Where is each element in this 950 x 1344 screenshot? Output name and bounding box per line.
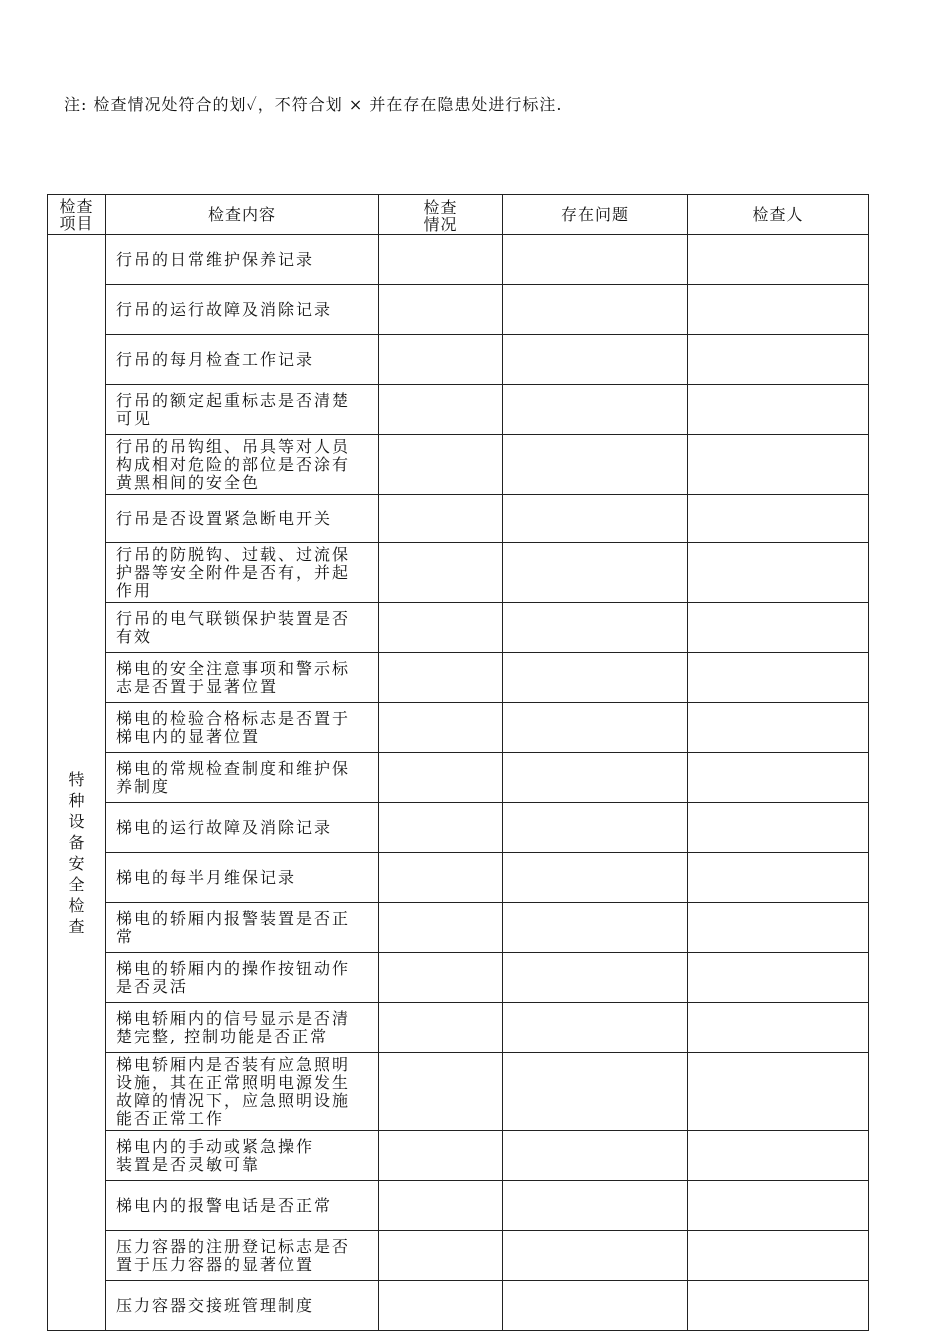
inspector-cell[interactable] xyxy=(688,495,869,543)
problem-cell[interactable] xyxy=(503,335,688,385)
problem-cell[interactable] xyxy=(503,1281,688,1331)
status-cell[interactable] xyxy=(379,285,503,335)
header-content: 检查内容 xyxy=(106,195,379,235)
status-cell[interactable] xyxy=(379,753,503,803)
header-inspector: 检查人 xyxy=(688,195,869,235)
content-cell xyxy=(106,1231,379,1281)
problem-cell[interactable] xyxy=(503,853,688,903)
problem-cell[interactable] xyxy=(503,285,688,335)
status-cell[interactable] xyxy=(379,803,503,853)
check-item-text: 行吊的防脱钩、过载、过流保 护器等安全附件是否有，并起 作用 xyxy=(116,544,351,600)
content-cell xyxy=(106,1131,379,1181)
problem-cell[interactable] xyxy=(503,653,688,703)
inspector-cell[interactable] xyxy=(688,603,869,653)
inspector-cell[interactable] xyxy=(688,803,869,853)
status-cell[interactable] xyxy=(379,235,503,285)
content-cell xyxy=(106,435,379,495)
inspector-cell[interactable] xyxy=(688,1281,869,1331)
inspector-cell[interactable] xyxy=(688,543,869,603)
table-row xyxy=(48,903,869,953)
status-cell[interactable] xyxy=(379,435,503,495)
check-item-text: 行吊的吊钩组、吊具等对人员 构成相对危险的部位是否涂有 黄黑相间的安全色 xyxy=(116,436,351,492)
content-cell xyxy=(106,543,379,603)
inspector-cell[interactable] xyxy=(688,235,869,285)
content-cell xyxy=(106,603,379,653)
table-row xyxy=(48,335,869,385)
problem-cell[interactable] xyxy=(503,495,688,543)
header-item: 检查 项目 xyxy=(48,195,106,235)
status-cell[interactable] xyxy=(379,703,503,753)
content-cell xyxy=(106,235,379,285)
content-cell xyxy=(106,1053,379,1131)
problem-cell[interactable] xyxy=(503,803,688,853)
table-row xyxy=(48,603,869,653)
content-cell xyxy=(106,1281,379,1331)
problem-cell[interactable] xyxy=(503,385,688,435)
inspector-cell[interactable] xyxy=(688,853,869,903)
inspection-note: 注: 检查情况处符合的划✓，不符合划 × 并在存在隐患处进行标注. xyxy=(64,95,563,114)
problem-cell[interactable] xyxy=(503,1131,688,1181)
table-row xyxy=(48,495,869,543)
inspector-cell[interactable] xyxy=(688,703,869,753)
status-cell[interactable] xyxy=(379,853,503,903)
inspector-cell[interactable] xyxy=(688,1131,869,1181)
status-cell[interactable] xyxy=(379,495,503,543)
status-cell[interactable] xyxy=(379,1003,503,1053)
status-cell[interactable] xyxy=(379,1053,503,1131)
inspector-cell[interactable] xyxy=(688,753,869,803)
problem-cell[interactable] xyxy=(503,603,688,653)
check-item-text: 行吊是否设置紧急断电开关 xyxy=(116,508,333,528)
check-item-text: 行吊的电气联锁保护装置是否 有效 xyxy=(116,608,351,646)
table-row xyxy=(48,385,869,435)
check-item-text: 梯电的检验合格标志是否置于 梯电内的显著位置 xyxy=(116,708,351,746)
content-cell xyxy=(106,903,379,953)
problem-cell[interactable] xyxy=(503,953,688,1003)
content-cell xyxy=(106,953,379,1003)
inspector-cell[interactable] xyxy=(688,1003,869,1053)
problem-cell[interactable] xyxy=(503,753,688,803)
category-cell xyxy=(48,235,106,1331)
content-cell xyxy=(106,753,379,803)
header-problem: 存在问题 xyxy=(503,195,688,235)
check-item-text: 梯电的运行故障及消除记录 xyxy=(116,817,333,837)
content-cell xyxy=(106,1003,379,1053)
problem-cell[interactable] xyxy=(503,1003,688,1053)
status-cell[interactable] xyxy=(379,953,503,1003)
inspector-cell[interactable] xyxy=(688,435,869,495)
problem-cell[interactable] xyxy=(503,1181,688,1231)
table-row xyxy=(48,435,869,495)
status-cell[interactable] xyxy=(379,1131,503,1181)
problem-cell[interactable] xyxy=(503,435,688,495)
inspector-cell[interactable] xyxy=(688,953,869,1003)
table-row xyxy=(48,653,869,703)
inspection-table xyxy=(47,194,869,1331)
check-item-text: 梯电内的报警电话是否正常 xyxy=(116,1195,333,1215)
problem-cell[interactable] xyxy=(503,1231,688,1281)
check-item-text: 梯电轿厢内的信号显示是否清 楚完整, 控制功能是否正常 xyxy=(116,1008,351,1046)
check-item-text: 梯电的轿厢内的操作按钮动作 是否灵活 xyxy=(116,958,351,996)
table-row xyxy=(48,753,869,803)
content-cell xyxy=(106,853,379,903)
table-row xyxy=(48,235,869,285)
content-cell xyxy=(106,803,379,853)
header-row xyxy=(48,195,869,235)
inspector-cell[interactable] xyxy=(688,1231,869,1281)
status-cell[interactable] xyxy=(379,385,503,435)
table-row xyxy=(48,1231,869,1281)
check-item-text: 梯电内的手动或紧急操作 装置是否灵敏可靠 xyxy=(116,1136,315,1174)
problem-cell[interactable] xyxy=(503,903,688,953)
table-row xyxy=(48,703,869,753)
table-row xyxy=(48,1181,869,1231)
content-cell xyxy=(106,495,379,543)
table-row xyxy=(48,803,869,853)
problem-cell[interactable] xyxy=(503,235,688,285)
status-cell[interactable] xyxy=(379,1231,503,1281)
table-row xyxy=(48,285,869,335)
inspector-cell[interactable] xyxy=(688,1181,869,1231)
table-row xyxy=(48,1053,869,1131)
table-row xyxy=(48,1281,869,1331)
check-item-text: 行吊的日常维护保养记录 xyxy=(116,249,315,269)
status-cell[interactable] xyxy=(379,335,503,385)
content-cell xyxy=(106,653,379,703)
check-item-text: 行吊的额定起重标志是否清楚 可见 xyxy=(116,390,351,428)
content-cell xyxy=(106,703,379,753)
status-cell[interactable] xyxy=(379,653,503,703)
table-row xyxy=(48,1003,869,1053)
check-item-text: 压力容器交接班管理制度 xyxy=(116,1295,315,1315)
status-cell[interactable] xyxy=(379,903,503,953)
content-cell xyxy=(106,385,379,435)
table-row xyxy=(48,853,869,903)
category-label: 特种设备安全检查 xyxy=(68,769,85,936)
status-cell[interactable] xyxy=(379,1181,503,1231)
check-item-text: 梯电的安全注意事项和警示标 志是否置于显著位置 xyxy=(116,658,351,696)
inspector-cell[interactable] xyxy=(688,385,869,435)
table-row xyxy=(48,953,869,1003)
content-cell xyxy=(106,1181,379,1231)
inspector-cell[interactable] xyxy=(688,1053,869,1131)
status-cell[interactable] xyxy=(379,543,503,603)
header-status: 检查 情况 xyxy=(379,195,503,235)
problem-cell[interactable] xyxy=(503,543,688,603)
table-row xyxy=(48,1131,869,1181)
check-item-text: 梯电的常规检查制度和维护保 养制度 xyxy=(116,758,351,796)
status-cell[interactable] xyxy=(379,1281,503,1331)
status-cell[interactable] xyxy=(379,603,503,653)
table-row xyxy=(48,543,869,603)
check-item-text: 梯电的每半月维保记录 xyxy=(116,867,297,887)
content-cell xyxy=(106,335,379,385)
inspector-cell[interactable] xyxy=(688,285,869,335)
check-item-text: 压力容器的注册登记标志是否 置于压力容器的显著位置 xyxy=(116,1236,351,1274)
content-cell xyxy=(106,285,379,335)
check-item-text: 行吊的运行故障及消除记录 xyxy=(116,299,333,319)
inspector-cell[interactable] xyxy=(688,653,869,703)
check-item-text: 梯电的轿厢内报警装置是否正 常 xyxy=(116,908,351,946)
problem-cell[interactable] xyxy=(503,1053,688,1131)
inspector-cell[interactable] xyxy=(688,903,869,953)
check-item-text: 行吊的每月检查工作记录 xyxy=(116,349,315,369)
problem-cell[interactable] xyxy=(503,703,688,753)
check-item-text: 梯电轿厢内是否装有应急照明 设施，其在正常照明电源发生 故障的情况下，应急照明设施 能否正常工作 xyxy=(116,1054,351,1128)
inspector-cell[interactable] xyxy=(688,335,869,385)
